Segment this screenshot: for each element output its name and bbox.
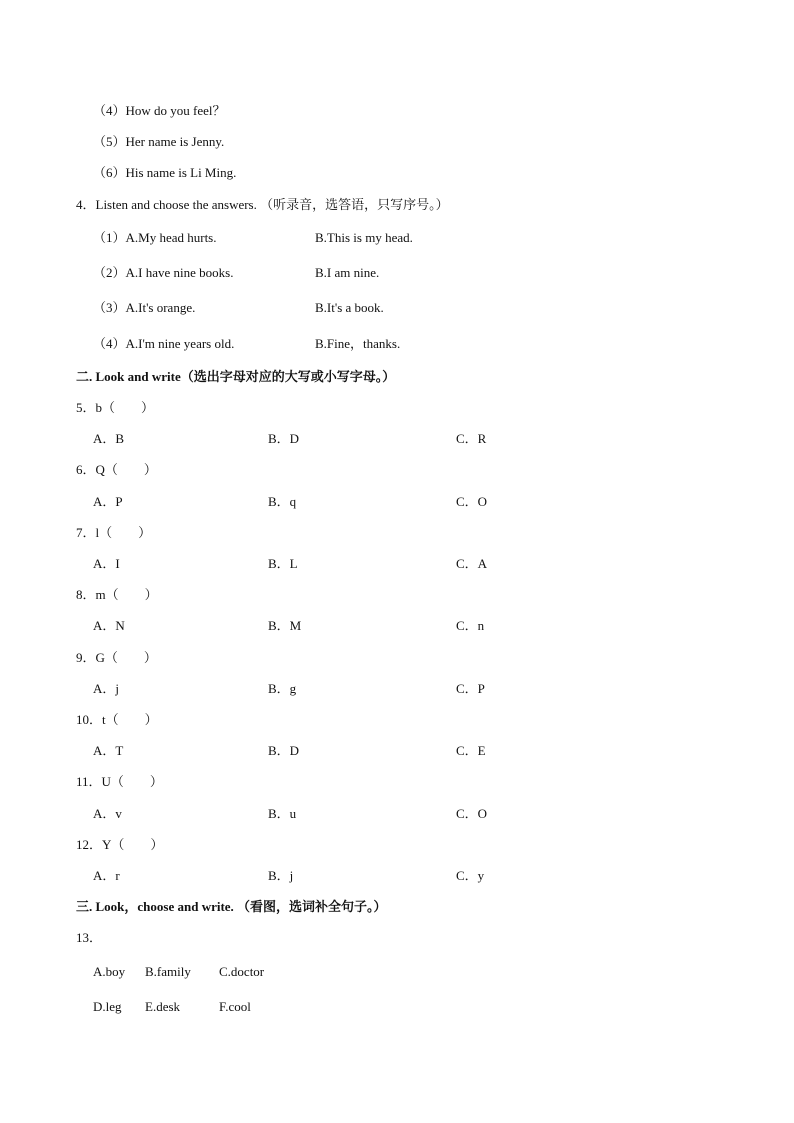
q4-row4-a: （4）A.I'm nine years old. bbox=[93, 336, 235, 351]
q6-option-a[interactable]: A．P bbox=[93, 494, 123, 509]
q4-row3-a: （3）A.It's orange. bbox=[93, 300, 196, 315]
section2-heading: 二. Look and write（选出字母对应的大写或小写字母。） bbox=[76, 369, 396, 384]
q9-option-a[interactable]: A．j bbox=[93, 681, 120, 696]
word-e: E.desk bbox=[145, 999, 181, 1014]
q11-option-a[interactable]: A．v bbox=[93, 806, 122, 821]
q4-row3-b: B.It's a book. bbox=[315, 300, 384, 315]
q4-stem: 4．Listen and choose the answers. （听录音，选答语，只写序号。） bbox=[76, 197, 449, 212]
q4-row2-b: B.I am nine. bbox=[315, 265, 380, 280]
q10-stem: 10．t（ ） bbox=[76, 712, 158, 727]
q4-row1-a: （1）A.My head hurts. bbox=[93, 230, 217, 245]
q11-stem: 11．U（ ） bbox=[76, 774, 163, 789]
word-c: C.doctor bbox=[219, 964, 265, 979]
q6-stem: 6．Q（ ） bbox=[76, 462, 157, 477]
q5-option-a[interactable]: A．B bbox=[93, 431, 125, 446]
q7-option-b[interactable]: B．L bbox=[268, 556, 298, 571]
q9-stem: 9．G（ ） bbox=[76, 650, 157, 665]
section3-heading: 三. Look，choose and write. （看图，选词补全句子。） bbox=[76, 899, 387, 914]
q7-option-c[interactable]: C．A bbox=[456, 556, 488, 571]
q9-option-c[interactable]: C．P bbox=[456, 681, 485, 696]
q4-row2-a: （2）A.I have nine books. bbox=[93, 265, 234, 280]
q7-option-a[interactable]: A．I bbox=[93, 556, 120, 571]
word-b: B.family bbox=[145, 964, 191, 979]
q5-stem: 5．b（ ） bbox=[76, 400, 155, 415]
q6-option-b[interactable]: B．q bbox=[268, 494, 297, 509]
q8-option-c[interactable]: C．n bbox=[456, 618, 485, 633]
q8-stem: 8．m（ ） bbox=[76, 587, 158, 602]
q13-stem: 13． bbox=[76, 930, 103, 945]
q10-option-c[interactable]: C．E bbox=[456, 743, 486, 758]
q9-option-b[interactable]: B．g bbox=[268, 681, 297, 696]
q11-option-c[interactable]: C．O bbox=[456, 806, 488, 821]
q12-stem: 12．Y（ ） bbox=[76, 837, 164, 852]
q5-option-c[interactable]: C．R bbox=[456, 431, 487, 446]
q5-option-b[interactable]: B．D bbox=[268, 431, 300, 446]
q7-stem: 7．l（ ） bbox=[76, 525, 152, 540]
word-f: F.cool bbox=[219, 999, 251, 1014]
word-a: A.boy bbox=[93, 964, 126, 979]
q12-option-c[interactable]: C．y bbox=[456, 868, 485, 883]
q4-row4-b: B.Fine，thanks. bbox=[315, 336, 401, 351]
q6-option-c[interactable]: C．O bbox=[456, 494, 488, 509]
item-5: （5）Her name is Jenny. bbox=[93, 134, 225, 149]
item-4: （4）How do you feel？ bbox=[93, 103, 226, 118]
q12-option-b[interactable]: B．j bbox=[268, 868, 294, 883]
q11-option-b[interactable]: B．u bbox=[268, 806, 297, 821]
q10-option-a[interactable]: A．T bbox=[93, 743, 124, 758]
q10-option-b[interactable]: B．D bbox=[268, 743, 300, 758]
q8-option-b[interactable]: B．M bbox=[268, 618, 302, 633]
q8-option-a[interactable]: A．N bbox=[93, 618, 125, 633]
q12-option-a[interactable]: A．r bbox=[93, 868, 120, 883]
item-6: （6）His name is Li Ming. bbox=[93, 165, 237, 180]
q4-row1-b: B.This is my head. bbox=[315, 230, 413, 245]
word-d: D.leg bbox=[93, 999, 122, 1014]
